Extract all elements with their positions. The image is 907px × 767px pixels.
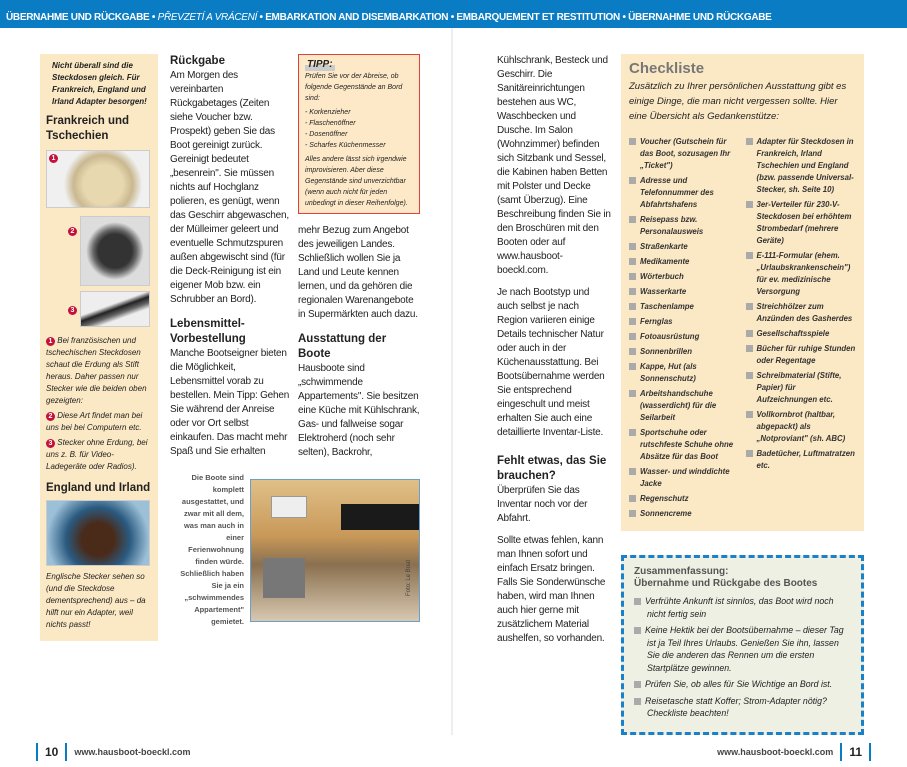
note-1: Bei französischen und tschechischen Steckdosen schaut die Erdung als Stift heraus. Daher passen nur Stecker wie die beiden oben gezeigten: — [46, 336, 147, 405]
checklist-item — [629, 346, 740, 358]
item-text: Reisetasche statt Koffer; Strom-Adapter nötig? Checkliste beachten! — [645, 695, 827, 718]
checklist-item — [629, 286, 740, 298]
bullet-square-icon — [629, 177, 636, 184]
page-number-right: 11 — [849, 744, 862, 759]
schuko-plug-photo — [70, 216, 150, 286]
checklist-item — [629, 493, 740, 505]
tip-title: TIPP: — [307, 59, 333, 70]
checklist-item — [746, 328, 857, 340]
bullet-square-icon — [746, 450, 753, 457]
item-text: Wasserkarte — [640, 287, 687, 296]
checklist-box — [621, 54, 864, 531]
plug-sidebar — [40, 54, 158, 641]
heading-fehlt-etwas: Fehlt etwas, das Sie brauchen? — [497, 455, 607, 482]
page-number-left: 10 — [45, 744, 59, 759]
kitchen-photo — [250, 479, 420, 622]
marker-1: 1 — [49, 154, 58, 163]
summary-box — [621, 555, 864, 735]
bullet-square-icon — [629, 348, 636, 355]
item-text: Verfrühte Ankunft ist sinnlos, das Boot wird noch nicht fertig sein — [645, 596, 834, 619]
bullet-square-icon — [746, 372, 753, 379]
item-text: Schreibmaterial (Stifte, Papier) für Aufzeichnungen etc. — [756, 371, 842, 404]
note-2: Diese Art findet man bei uns bei bei Computern etc. — [46, 411, 143, 432]
bullet-square-icon — [629, 138, 636, 145]
item-text: Regenschutz — [640, 494, 689, 503]
summary-item — [634, 595, 851, 620]
text-kuehlschrank: Kühlschrank, Besteck und Geschirr. Die Sanitäreinrichtungen bestehen aus WC, Waschbecken und Dusche. Im Salon (Wohnzimmer) befinden sich Sitzbank und Sessel, die Kabinen haben Betten mit Polster und Decke (samt Überzug). Eine Beschreibung finden Sie in den Broschüren mit den Booten oder auf www.hausboot-boeckl.com. — [497, 55, 611, 276]
bullet-square-icon — [746, 303, 753, 310]
checklist-right — [746, 136, 857, 523]
bullet-square-icon — [746, 345, 753, 352]
checklist-item — [746, 409, 857, 445]
checklist-item — [746, 448, 857, 472]
item-text: Streichhölzer zum Anzünden des Gasherdes — [756, 302, 853, 323]
uk-plug-caption: Englische Stecker sehen so (und die Steckdose dementsprechend) aus – da hilft nur ein Adapter, weil nichts passt! — [46, 572, 146, 629]
window — [341, 504, 419, 530]
item-text: Wasser- und winddichte Jacke — [640, 467, 730, 488]
heading-england-ireland: England und Irland — [46, 482, 151, 494]
footer-bar-left — [36, 743, 38, 761]
item-text: Bücher für ruhige Stunden oder Regentage — [756, 344, 856, 365]
right-column — [621, 54, 864, 735]
tip-item: - Dosenöffner — [305, 131, 348, 138]
marker-3-small: 3 — [46, 439, 55, 448]
item-text: Adresse und Telefonnummer des Abfahrtshafens — [640, 176, 714, 209]
summary-subtitle: Übernahme und Rückgabe des Bootes — [634, 578, 818, 589]
checklist-item — [746, 343, 857, 367]
item-text: Arbeitshandschuhe (wasserdicht) für die Seilarbeit — [640, 389, 717, 422]
item-text: Badetücher, Luftmatratzen etc. — [756, 449, 855, 470]
item-text: E-111-Formular (ehem. „Urlaubskrankenschein") für ev. medizinische Versorgung — [756, 251, 851, 296]
text-lebensmittel: Manche Bootseigner bieten die Möglichkeit, Lebensmittel vorab zu bestellen. Mein Tipp: Gehen Sie während der Anreise oder vor Ort selbst einkaufen. Das macht mehr Spaß und Sie erhalten — [170, 348, 290, 457]
tip-outro: Alles andere lässt sich irgendwie improvisieren. Aber diese Gegenstände sind unverzichtbar (wenn auch nicht für jeden unbedingt in dieser Reihenfolge). — [305, 156, 408, 207]
item-text: Vollkornbrot (haltbar, abgepackt) als „Notproviant" (sh. ABC) — [756, 410, 846, 443]
bullet-square-icon — [629, 333, 636, 340]
bullet-square-icon — [746, 138, 753, 145]
item-text: Prüfen Sie, ob alles für Sie Wichtige an Bord ist. — [645, 679, 833, 689]
header-de2: ÜBERNAHME UND RÜCKGABE — [628, 12, 772, 23]
footer-bar-left2 — [65, 743, 67, 761]
bullet-square-icon — [629, 429, 636, 436]
checklist-left — [629, 136, 740, 523]
checklist-item — [629, 301, 740, 313]
header-fr: EMBARQUEMENT ET RESTITUTION — [456, 12, 620, 23]
heading-lebensmittel: Lebensmittel-Vorbestellung — [170, 318, 246, 345]
item-text: Keine Hektik bei der Bootsübernahme – dieser Tag ist ja Teil Ihres Urlaubs. Genießen Sie ihn, lassen Sie die anderen das Rennen um die ersten Startplätze gewinnen. — [645, 625, 844, 673]
bullet-square-icon — [634, 681, 641, 688]
photo-row — [170, 472, 420, 628]
bullet-square-icon — [629, 363, 636, 370]
tip-box — [298, 54, 420, 214]
spread — [0, 28, 907, 735]
header-cz: PŘEVZETÍ A VRÁCENÍ — [157, 12, 258, 23]
footer-bar-right2 — [869, 743, 871, 761]
checklist-item — [629, 256, 740, 268]
checklist-item — [629, 427, 740, 463]
header-en: EMBARKATION AND DISEMBARKATION — [265, 12, 449, 23]
text-rueckgabe: Am Morgen des vereinbarten Rückgabetages (Zeiten siehe Voucher bzw. Prospekt) geben Sie das Boot gereinigt zurück. Gereinigt bedeutet „besenrein". Sie müssen nichts auf Hochglanz polieren, es genügt, wenn das Geschirr abgewaschen, der Mülleimer geleert und eventuelle Schmutzspuren außen abgewischt sind (für die Deck-Reinigung ist ein eigener Mob bzw. ein Schrubber an Bord). — [170, 70, 289, 305]
summary-item — [634, 695, 851, 720]
bullet-square-icon — [629, 468, 636, 475]
checklist-item — [629, 361, 740, 385]
checklist-item — [629, 214, 740, 238]
summary-item — [634, 678, 851, 691]
french-socket-photo — [46, 150, 150, 208]
bullet-square-icon — [629, 243, 636, 250]
tip-intro: Prüfen Sie vor der Abreise, ob folgende Gegenstände an Bord sind: — [305, 73, 403, 102]
heading-rueckgabe: Rückgabe — [170, 55, 225, 67]
item-text: Wörterbuch — [640, 272, 684, 281]
footer — [0, 735, 907, 767]
note-3: Stecker ohne Erdung, bei uns z. B. für Video-Ladegeräte oder Radios). — [46, 438, 148, 471]
text-inventar: Überprüfen Sie das Inventar noch vor der Abfahrt. — [497, 485, 588, 524]
checklist-title: Checkliste — [629, 60, 705, 77]
item-text: Kappe, Hut (als Sonnenschutz) — [640, 362, 697, 383]
bullet-square-icon — [746, 330, 753, 337]
text-ausstattung: Hausboote sind „schwimmende Appartements". Sie besitzen eine Küche mit Kühlschrank, Gas- und fallweise sogar Elektroherd (noch sehr selten), Backrohr, — [298, 363, 420, 458]
bullet-square-icon — [634, 698, 641, 705]
item-text: Adapter für Steckdosen in Frankreich, Irland Tschechien und England (bzw. passende Universal-Stecker, sh. Seite 10) — [756, 137, 854, 194]
item-text: Sonnenbrillen — [640, 347, 692, 356]
bullet-square-icon — [629, 273, 636, 280]
marker-2-small: 2 — [46, 412, 55, 421]
column-3 — [298, 54, 420, 460]
item-text: Reisepass bzw. Personalausweis — [640, 215, 704, 236]
bullet-square-icon — [629, 510, 636, 517]
item-text: Fotoausrüstung — [640, 332, 700, 341]
text-angebot: mehr Bezug zum Angebot des jeweiligen Landes. Schließlich wollen Sie ja Land und Leute kennen lernen, und da gehören die regionalen Warenangebote in Supermärkten auch dazu. — [298, 225, 418, 320]
text-bootstyp: Je nach Bootstyp und auch selbst je nach Region variieren einige Details technischer Natur oder auch in der Küchenausstattung. Bei Bootsübernahme werden Sie entsprechend eingeschult und meist erhalten Sie auch eine detaillierte Inventar-Liste. — [497, 287, 605, 438]
checklist-item — [629, 466, 740, 490]
page-right — [453, 28, 906, 735]
bullet-square-icon — [629, 318, 636, 325]
tip-item: - Flaschenöffner — [305, 120, 356, 127]
checklist-item — [746, 136, 857, 196]
text-ersatz: Sollte etwas fehlen, kann man Ihnen sofort und einfach Ersatz bringen. Falls Sie Sonderwünsche haben, wird man Ihnen auch hier gerne mit zusätzlichem Material aushelfen, so vorhanden. — [497, 535, 606, 644]
bullet-square-icon — [629, 390, 636, 397]
bullet-square-icon — [629, 258, 636, 265]
heading-france-czech: Frankreich und Tschechien — [46, 115, 130, 142]
checklist-item — [629, 316, 740, 328]
footer-url-right[interactable]: www.hausboot-boeckl.com — [717, 746, 834, 757]
bullet-square-icon — [629, 495, 636, 502]
item-text: Sonnencreme — [640, 509, 692, 518]
euro-plug-photo — [70, 291, 150, 327]
bullet-square-icon — [634, 627, 641, 634]
footer-bar-right — [840, 743, 842, 761]
sidebar-intro: Nicht überall sind die Steckdosen gleich. Für Frankreich, England und Irland Adapter besorgen! — [52, 61, 147, 106]
bullet-square-icon — [746, 411, 753, 418]
footer-url-left[interactable]: www.hausboot-boeckl.com — [74, 746, 191, 757]
summary-item — [634, 624, 851, 674]
bullet-square-icon — [634, 598, 641, 605]
bullet-square-icon — [629, 288, 636, 295]
checklist-item — [629, 331, 740, 343]
summary-list — [634, 595, 851, 720]
item-text: Taschenlampe — [640, 302, 694, 311]
header-de: ÜBERNAHME UND RÜCKGABE — [6, 12, 150, 23]
item-text: Voucher (Gutschein für das Boot, sozusagen Ihr „Ticket") — [640, 137, 731, 170]
item-text: Fernglas — [640, 317, 673, 326]
photo-credit: Foto: Le Boat — [406, 559, 413, 596]
bullet-square-icon — [629, 303, 636, 310]
column-2 — [170, 54, 290, 460]
checklist-item — [629, 388, 740, 424]
checklist-item — [746, 370, 857, 406]
checklist-item — [629, 136, 740, 172]
running-header: ÜBERNAHME UND RÜCKGABE • PŘEVZETÍ A VRÁCENÍ • EMBARKATION AND DISEMBARKATION • EMBARQUEMENT ET RESTITUTION • ÜBERNAHME UND RÜCKGABE — [0, 0, 907, 28]
item-text: Straßenkarte — [640, 242, 688, 251]
checklist-item — [629, 271, 740, 283]
microwave — [271, 496, 307, 518]
item-text: Gesellschaftsspiele — [756, 329, 830, 338]
checklist-intro: Zusätzlich zu Ihrer persönlichen Ausstattung gibt es einige Dinge, die man nicht vergessen sollte. Hier eine Übersicht als Gedankenstütze: — [629, 81, 847, 122]
item-text: 3er-Verteiler für 230-V-Steckdosen bei erhöhtem Strombedarf (mehrere Geräte) — [756, 200, 852, 245]
summary-title: Zusammenfassung: — [634, 566, 729, 577]
left-page-content — [170, 54, 420, 735]
fridge — [263, 558, 305, 598]
checklist-item — [746, 301, 857, 325]
tip-item: - Scharfes Küchenmesser — [305, 142, 386, 149]
marker-3: 3 — [68, 306, 77, 315]
item-text: Sportschuhe oder rutschfeste Schuhe ohne Absätze für das Boot — [640, 428, 734, 461]
checklist-item — [746, 250, 857, 298]
checklist-item — [629, 508, 740, 520]
checklist-item — [746, 199, 857, 247]
column-4 — [497, 54, 611, 735]
marker-1-small: 1 — [46, 337, 55, 346]
bullet-square-icon — [746, 201, 753, 208]
tip-item: - Korkenzieher — [305, 109, 351, 116]
heading-ausstattung: Ausstattung der Boote — [298, 333, 387, 360]
page-left — [0, 28, 453, 735]
marker-2: 2 — [68, 227, 77, 236]
uk-plug-photo — [46, 500, 150, 566]
checklist-item — [629, 175, 740, 211]
bullet-square-icon — [746, 252, 753, 259]
bullet-square-icon — [629, 216, 636, 223]
checklist-item — [629, 241, 740, 253]
item-text: Medikamente — [640, 257, 690, 266]
kitchen-photo-caption: Die Boote sind komplett ausgestattet, und zwar mit all dem, was man auch in einer Ferienwohnung finden würde. Schließlich haben Sie ja ein „schwimmendes Appartement" gemietet. — [180, 473, 244, 626]
